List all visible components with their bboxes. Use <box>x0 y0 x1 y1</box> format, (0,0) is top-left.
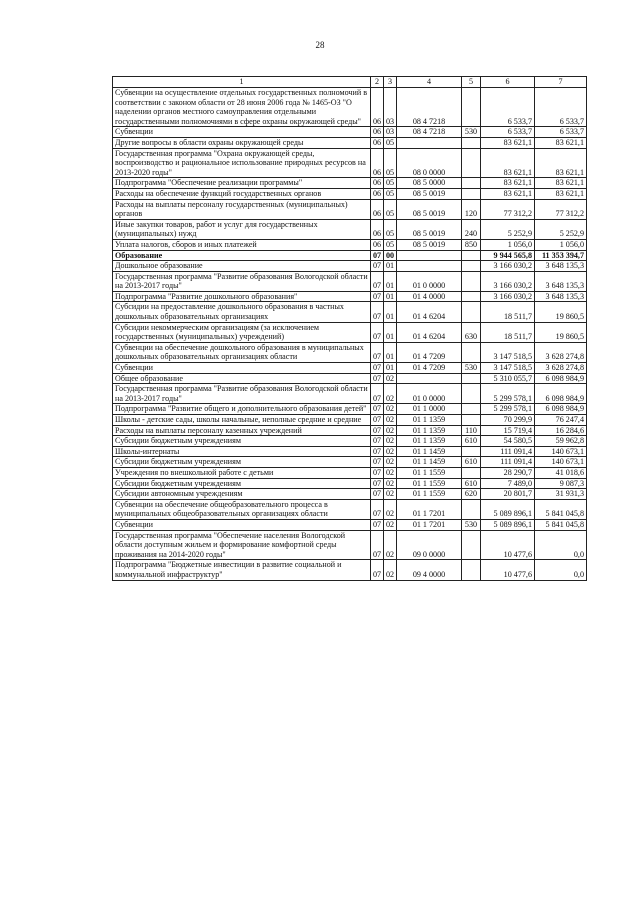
row-name-cell: Подпрограмма "Бюджетные инвестиции в развитие социальной и коммунальной инфраструктур" <box>113 560 371 580</box>
amount-year1-cell: 5 252,9 <box>481 219 535 239</box>
row-name-cell: Субвенции на обеспечение общеобразовательного процесса в муниципальных общеобразовательных организациях области <box>113 499 371 519</box>
table-row <box>113 127 587 138</box>
amount-year2-cell: 16 284,6 <box>535 425 587 436</box>
row-name-cell: Субвенции <box>113 363 371 374</box>
expense-type-cell <box>462 373 481 384</box>
expense-type-cell <box>462 261 481 272</box>
section-code-cell: 07 <box>371 446 384 457</box>
table-row <box>113 384 587 404</box>
amount-year1-cell: 5 299 578,1 <box>481 404 535 415</box>
table-row <box>113 342 587 362</box>
section-code-cell: 07 <box>371 560 384 580</box>
subsection-code-cell: 01 <box>384 363 397 374</box>
amount-year1-cell: 3 166 030,2 <box>481 261 535 272</box>
expense-type-cell: 120 <box>462 199 481 219</box>
subsection-code-cell: 05 <box>384 148 397 178</box>
amount-year1-cell: 5 089 896,1 <box>481 519 535 530</box>
amount-year1-cell: 6 533,7 <box>481 127 535 138</box>
section-code-cell: 07 <box>371 342 384 362</box>
expense-type-cell <box>462 188 481 199</box>
amount-year1-cell: 3 166 030,2 <box>481 291 535 302</box>
amount-year2-cell: 0,0 <box>535 560 587 580</box>
header-row <box>113 77 587 88</box>
amount-year2-cell: 140 673,1 <box>535 457 587 468</box>
amount-year2-cell: 76 247,4 <box>535 415 587 426</box>
section-code-cell: 07 <box>371 425 384 436</box>
row-name-cell: Субсидии бюджетным учреждениям <box>113 478 371 489</box>
section-code-cell: 07 <box>371 478 384 489</box>
table-row <box>113 478 587 489</box>
subsection-code-cell: 02 <box>384 404 397 415</box>
subsection-code-cell: 05 <box>384 178 397 189</box>
target-article-cell: 01 1 1559 <box>397 467 462 478</box>
amount-year2-cell: 11 353 394,7 <box>535 250 587 261</box>
table-row <box>113 415 587 426</box>
header-cell: 5 <box>462 77 481 88</box>
section-code-cell: 06 <box>371 219 384 239</box>
amount-year2-cell: 3 648 135,3 <box>535 291 587 302</box>
amount-year1-cell: 10 477,6 <box>481 560 535 580</box>
table-row <box>113 530 587 560</box>
target-article-cell: 08 5 0019 <box>397 219 462 239</box>
expense-type-cell: 850 <box>462 239 481 250</box>
target-article-cell: 01 4 6204 <box>397 322 462 342</box>
amount-year2-cell: 6 533,7 <box>535 127 587 138</box>
subsection-code-cell: 02 <box>384 467 397 478</box>
amount-year1-cell: 5 089 896,1 <box>481 499 535 519</box>
subsection-code-cell: 02 <box>384 519 397 530</box>
subsection-code-cell: 05 <box>384 219 397 239</box>
amount-year1-cell: 83 621,1 <box>481 148 535 178</box>
row-name-cell: Субсидии на предоставление дошкольного образования в частных дошкольных образовательных организациях <box>113 302 371 322</box>
target-article-cell: 08 4 7218 <box>397 127 462 138</box>
expense-type-cell <box>462 302 481 322</box>
table-row <box>113 178 587 189</box>
table-row <box>113 322 587 342</box>
target-article-cell: 01 1 1359 <box>397 425 462 436</box>
table-row <box>113 519 587 530</box>
section-code-cell: 06 <box>371 239 384 250</box>
target-article-cell: 08 4 7218 <box>397 88 462 127</box>
amount-year2-cell: 5 841 045,8 <box>535 499 587 519</box>
row-name-cell: Субвенции <box>113 127 371 138</box>
expense-type-cell <box>462 88 481 127</box>
expense-type-cell <box>462 178 481 189</box>
table-row <box>113 425 587 436</box>
section-code-cell: 07 <box>371 404 384 415</box>
row-name-cell: Уплата налогов, сборов и иных платежей <box>113 239 371 250</box>
section-code-cell: 07 <box>371 519 384 530</box>
row-name-cell: Субвенции на осуществление отдельных государственных полномочий в соответствии с законом области от 28 июня 2006 года № 1465-ОЗ "О наделении органов местного самоуправления отдельными государственными полномочиями в сфере охраны окружающей среды" <box>113 88 371 127</box>
subsection-code-cell: 01 <box>384 322 397 342</box>
expense-type-cell <box>462 446 481 457</box>
expense-type-cell: 630 <box>462 322 481 342</box>
amount-year2-cell: 19 860,5 <box>535 302 587 322</box>
target-article-cell: 01 1 1559 <box>397 489 462 500</box>
section-code-cell: 07 <box>371 363 384 374</box>
target-article-cell: 01 1 1559 <box>397 478 462 489</box>
amount-year2-cell: 1 056,0 <box>535 239 587 250</box>
table-row <box>113 199 587 219</box>
amount-year2-cell: 31 931,3 <box>535 489 587 500</box>
expense-type-cell <box>462 271 481 291</box>
row-name-cell: Субвенции на обеспечение дошкольного образования в муниципальных дошкольных образовательных организациях области <box>113 342 371 362</box>
row-name-cell: Субвенции <box>113 519 371 530</box>
expense-type-cell <box>462 250 481 261</box>
expense-type-cell: 110 <box>462 425 481 436</box>
table-row <box>113 261 587 272</box>
amount-year2-cell: 5 252,9 <box>535 219 587 239</box>
section-code-cell: 07 <box>371 499 384 519</box>
target-article-cell: 01 1 7201 <box>397 519 462 530</box>
expense-type-cell <box>462 467 481 478</box>
expense-type-cell: 530 <box>462 127 481 138</box>
header-cell: 3 <box>384 77 397 88</box>
table-row <box>113 291 587 302</box>
subsection-code-cell: 05 <box>384 199 397 219</box>
section-code-cell: 07 <box>371 489 384 500</box>
row-name-cell: Учреждения по внешкольной работе с детьми <box>113 467 371 478</box>
row-name-cell: Расходы на выплаты персоналу казенных учреждений <box>113 425 371 436</box>
target-article-cell: 01 1 0000 <box>397 404 462 415</box>
subsection-code-cell: 01 <box>384 271 397 291</box>
amount-year2-cell: 19 860,5 <box>535 322 587 342</box>
row-name-cell: Государственная программа "Развитие образования Вологодской области на 2013-2017 годы" <box>113 384 371 404</box>
amount-year2-cell: 6 098 984,9 <box>535 373 587 384</box>
section-code-cell: 07 <box>371 291 384 302</box>
table-row <box>113 467 587 478</box>
table-row <box>113 239 587 250</box>
amount-year1-cell: 3 147 518,5 <box>481 363 535 374</box>
amount-year2-cell: 83 621,1 <box>535 137 587 148</box>
subsection-code-cell: 02 <box>384 415 397 426</box>
target-article-cell: 01 1 1459 <box>397 457 462 468</box>
expense-type-cell: 610 <box>462 436 481 447</box>
amount-year2-cell: 9 087,3 <box>535 478 587 489</box>
target-article-cell: 09 4 0000 <box>397 560 462 580</box>
header-cell: 1 <box>113 77 371 88</box>
amount-year1-cell: 5 299 578,1 <box>481 384 535 404</box>
target-article-cell: 01 1 1359 <box>397 415 462 426</box>
table-row <box>113 148 587 178</box>
amount-year1-cell: 10 477,6 <box>481 530 535 560</box>
target-article-cell: 01 4 7209 <box>397 342 462 362</box>
expense-type-cell <box>462 404 481 415</box>
amount-year2-cell: 6 098 984,9 <box>535 384 587 404</box>
amount-year1-cell: 9 944 565,8 <box>481 250 535 261</box>
target-article-cell: 09 0 0000 <box>397 530 462 560</box>
row-name-cell: Другие вопросы в области охраны окружающей среды <box>113 137 371 148</box>
expense-type-cell <box>462 560 481 580</box>
table-row <box>113 560 587 580</box>
table-row <box>113 271 587 291</box>
table-row <box>113 446 587 457</box>
target-article-cell: 08 5 0019 <box>397 188 462 199</box>
section-code-cell: 07 <box>371 436 384 447</box>
section-code-cell: 06 <box>371 88 384 127</box>
amount-year2-cell: 5 841 045,8 <box>535 519 587 530</box>
target-article-cell <box>397 250 462 261</box>
amount-year1-cell: 1 056,0 <box>481 239 535 250</box>
amount-year2-cell: 83 621,1 <box>535 148 587 178</box>
amount-year2-cell: 3 648 135,3 <box>535 271 587 291</box>
section-code-cell: 06 <box>371 178 384 189</box>
section-code-cell: 07 <box>371 271 384 291</box>
section-code-cell: 07 <box>371 415 384 426</box>
subsection-code-cell: 02 <box>384 560 397 580</box>
row-name-cell: Государственная программа "Обеспечение населения Вологодской области доступным жильем и формирование комфортной среды проживания на 2014-2020 годы" <box>113 530 371 560</box>
section-code-cell: 06 <box>371 137 384 148</box>
section-code-cell: 07 <box>371 384 384 404</box>
row-name-cell: Общее образование <box>113 373 371 384</box>
expense-type-cell <box>462 342 481 362</box>
section-code-cell: 07 <box>371 467 384 478</box>
target-article-cell: 01 1 1359 <box>397 436 462 447</box>
row-name-cell: Расходы на выплаты персоналу государственных (муниципальных) органов <box>113 199 371 219</box>
target-article-cell <box>397 373 462 384</box>
expense-type-cell: 610 <box>462 457 481 468</box>
subsection-code-cell: 02 <box>384 436 397 447</box>
amount-year1-cell: 77 312,2 <box>481 199 535 219</box>
target-article-cell: 08 5 0000 <box>397 178 462 189</box>
expense-type-cell <box>462 530 481 560</box>
amount-year1-cell: 70 299,9 <box>481 415 535 426</box>
amount-year2-cell: 6 533,7 <box>535 88 587 127</box>
subsection-code-cell: 02 <box>384 478 397 489</box>
expense-type-cell <box>462 291 481 302</box>
amount-year1-cell: 20 801,7 <box>481 489 535 500</box>
page-number: 28 <box>315 40 325 50</box>
amount-year2-cell: 83 621,1 <box>535 178 587 189</box>
row-name-cell: Субсидии автономным учреждениям <box>113 489 371 500</box>
expense-type-cell <box>462 137 481 148</box>
amount-year1-cell: 5 310 055,7 <box>481 373 535 384</box>
row-name-cell: Школы - детские сады, школы начальные, неполные средние и средние <box>113 415 371 426</box>
amount-year1-cell: 83 621,1 <box>481 137 535 148</box>
section-code-cell: 07 <box>371 322 384 342</box>
subsection-code-cell: 01 <box>384 261 397 272</box>
subsection-code-cell: 02 <box>384 384 397 404</box>
row-name-cell: Подпрограмма "Развитие дошкольного образования" <box>113 291 371 302</box>
section-code-cell: 07 <box>371 457 384 468</box>
amount-year1-cell: 3 147 518,5 <box>481 342 535 362</box>
expense-type-cell <box>462 148 481 178</box>
table-row <box>113 489 587 500</box>
subsection-code-cell: 02 <box>384 530 397 560</box>
amount-year1-cell: 18 511,7 <box>481 302 535 322</box>
row-name-cell: Субсидии некоммерческим организациям (за исключением государственных (муниципальных) учреждений) <box>113 322 371 342</box>
amount-year1-cell: 111 091,4 <box>481 457 535 468</box>
section-code-cell: 06 <box>371 127 384 138</box>
header-cell: 4 <box>397 77 462 88</box>
subsection-code-cell: 02 <box>384 446 397 457</box>
subsection-code-cell: 02 <box>384 425 397 436</box>
subsection-code-cell: 03 <box>384 88 397 127</box>
budget-table <box>112 76 587 581</box>
section-code-cell: 06 <box>371 148 384 178</box>
header-cell: 7 <box>535 77 587 88</box>
target-article-cell <box>397 137 462 148</box>
expense-type-cell <box>462 384 481 404</box>
table-row <box>113 457 587 468</box>
subsection-code-cell: 02 <box>384 489 397 500</box>
section-code-cell: 07 <box>371 250 384 261</box>
table-row <box>113 302 587 322</box>
row-name-cell: Подпрограмма "Развитие общего и дополнительного образования детей" <box>113 404 371 415</box>
target-article-cell: 01 4 6204 <box>397 302 462 322</box>
subsection-code-cell: 00 <box>384 250 397 261</box>
amount-year2-cell: 77 312,2 <box>535 199 587 219</box>
row-name-cell: Школы-интернаты <box>113 446 371 457</box>
target-article-cell: 01 0 0000 <box>397 271 462 291</box>
row-name-cell: Государственная программа "Охрана окружающей среды, воспроизводство и рациональное использование природных ресурсов на 2013-2020 годы" <box>113 148 371 178</box>
expense-type-cell <box>462 415 481 426</box>
section-code-cell: 07 <box>371 302 384 322</box>
table-row <box>113 404 587 415</box>
table-row <box>113 363 587 374</box>
subsection-code-cell: 01 <box>384 291 397 302</box>
section-code-cell: 06 <box>371 188 384 199</box>
amount-year1-cell: 54 580,5 <box>481 436 535 447</box>
row-name-cell: Расходы на обеспечение функций государственных органов <box>113 188 371 199</box>
table-row <box>113 88 587 127</box>
amount-year1-cell: 7 489,0 <box>481 478 535 489</box>
subsection-code-cell: 02 <box>384 457 397 468</box>
row-name-cell: Государственная программа "Развитие образования Вологодской области на 2013-2017 годы" <box>113 271 371 291</box>
row-name-cell: Субсидии бюджетным учреждениям <box>113 457 371 468</box>
table-row <box>113 499 587 519</box>
amount-year1-cell: 28 290,7 <box>481 467 535 478</box>
amount-year2-cell: 3 648 135,3 <box>535 261 587 272</box>
subsection-code-cell: 03 <box>384 127 397 138</box>
table-row <box>113 436 587 447</box>
amount-year2-cell: 6 098 984,9 <box>535 404 587 415</box>
table-body <box>113 88 587 581</box>
table-row <box>113 373 587 384</box>
amount-year2-cell: 41 018,6 <box>535 467 587 478</box>
section-code-cell: 06 <box>371 199 384 219</box>
amount-year2-cell: 140 673,1 <box>535 446 587 457</box>
target-article-cell: 01 1 7201 <box>397 499 462 519</box>
row-name-cell: Дошкольное образование <box>113 261 371 272</box>
amount-year2-cell: 83 621,1 <box>535 188 587 199</box>
target-article-cell: 01 1 1459 <box>397 446 462 457</box>
table-row <box>113 188 587 199</box>
target-article-cell: 01 0 0000 <box>397 384 462 404</box>
row-name-cell: Подпрограмма "Обеспечение реализации программы" <box>113 178 371 189</box>
amount-year2-cell: 3 628 274,8 <box>535 342 587 362</box>
amount-year1-cell: 6 533,7 <box>481 88 535 127</box>
amount-year2-cell: 3 628 274,8 <box>535 363 587 374</box>
table-row <box>113 219 587 239</box>
amount-year2-cell: 0,0 <box>535 530 587 560</box>
expense-type-cell: 610 <box>462 478 481 489</box>
amount-year1-cell: 3 166 030,2 <box>481 271 535 291</box>
header-cell: 6 <box>481 77 535 88</box>
target-article-cell: 08 5 0019 <box>397 239 462 250</box>
amount-year1-cell: 83 621,1 <box>481 188 535 199</box>
row-name-cell: Образование <box>113 250 371 261</box>
expense-type-cell: 530 <box>462 519 481 530</box>
expense-type-cell: 530 <box>462 363 481 374</box>
target-article-cell <box>397 261 462 272</box>
subsection-code-cell: 05 <box>384 188 397 199</box>
amount-year2-cell: 59 962,8 <box>535 436 587 447</box>
target-article-cell: 01 4 0000 <box>397 291 462 302</box>
header-cell: 2 <box>371 77 384 88</box>
table-row <box>113 250 587 261</box>
subsection-code-cell: 02 <box>384 373 397 384</box>
table-row <box>113 137 587 148</box>
section-code-cell: 07 <box>371 261 384 272</box>
expense-type-cell <box>462 499 481 519</box>
amount-year1-cell: 83 621,1 <box>481 178 535 189</box>
subsection-code-cell: 02 <box>384 499 397 519</box>
section-code-cell: 07 <box>371 373 384 384</box>
row-name-cell: Субсидии бюджетным учреждениям <box>113 436 371 447</box>
subsection-code-cell: 01 <box>384 342 397 362</box>
expense-type-cell: 620 <box>462 489 481 500</box>
subsection-code-cell: 01 <box>384 302 397 322</box>
target-article-cell: 01 4 7209 <box>397 363 462 374</box>
subsection-code-cell: 05 <box>384 137 397 148</box>
target-article-cell: 08 0 0000 <box>397 148 462 178</box>
expense-type-cell: 240 <box>462 219 481 239</box>
amount-year1-cell: 18 511,7 <box>481 322 535 342</box>
row-name-cell: Иные закупки товаров, работ и услуг для государственных (муниципальных) нужд <box>113 219 371 239</box>
target-article-cell: 08 5 0019 <box>397 199 462 219</box>
section-code-cell: 07 <box>371 530 384 560</box>
amount-year1-cell: 111 091,4 <box>481 446 535 457</box>
subsection-code-cell: 05 <box>384 239 397 250</box>
amount-year1-cell: 15 719,4 <box>481 425 535 436</box>
